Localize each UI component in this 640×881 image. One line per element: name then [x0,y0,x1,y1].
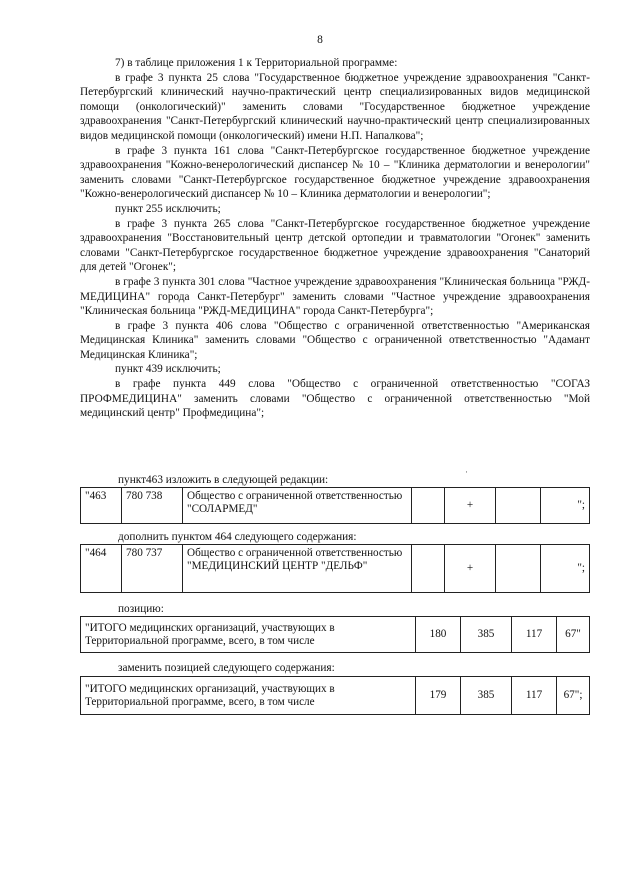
paragraph-item-406: в графе 3 пункта 406 слова "Общество с ограниченной ответственностью "Американская Медицинская Клиника" заменить словами "Общество с ограниченной ответственностью "Адамант Медицинская Клиника"; [80,319,590,361]
cell-total-label: "ИТОГО медицинских организаций, участвующих в Территориальной программе, всего, в том числе [81,677,416,715]
cell-value-2: 385 [461,677,512,715]
cell-value-1: 179 [416,677,461,715]
paragraph-item-255: пункт 255 исключить; [115,202,221,215]
cell-plus: + [445,545,496,593]
cell-number: "463 [81,488,122,524]
table-row [81,677,590,715]
paragraph-heading: 7) в таблице приложения 1 к Территориальной программе: [115,57,398,69]
paragraph-item-25: в графе 3 пункта 25 слова "Государственное бюджетное учреждение здравоохранения "Санкт-Петербургский клинический научно-практический центр специализированных видов медицинской помощи (онкологический)" заменить словами "Государственное бюджетное учреждение здравоохранения "Санкт-Петербургский клинический научно-практический центр специализированных видов медицинской помощи (онкологический) имени Н.П. Напалкова"; [80,71,590,142]
cell-col6 [496,488,541,524]
cell-organization: Общество с ограниченной ответственностью "МЕДИЦИНСКИЙ ЦЕНТР "ДЕЛЬФ" [183,545,412,593]
cell-value-3: 117 [512,617,557,653]
cell-value-4: 67"; [557,677,590,715]
cell-code: 780 738 [122,488,183,524]
table-row [81,545,590,593]
cell-code: 780 737 [122,545,183,593]
table-item-463 [80,487,590,524]
cell-col4 [412,545,445,593]
page-number: 8 [317,34,323,46]
table-position-new [80,676,590,715]
paragraph-item-161: в графе 3 пункта 161 слова "Санкт-Петербургское государственное бюджетное учреждение здравоохранения "Кожно-венерологический диспансер № 10 – "Клиника дерматологии и венерологии" заменить словами "Санкт-Петербургское государственное бюджетное учреждение здравоохранения "Кожно-венерологический диспансер № 10 – Клиника дерматологии и венерологии"; [80,144,590,201]
table-item-464 [80,544,590,593]
lead-replacement: заменить позицией следующего содержания: [118,662,335,674]
cell-value-4: 67" [557,617,590,653]
amendment-text [80,56,590,421]
cell-value-1: 180 [416,617,461,653]
cell-col6 [496,545,541,593]
table-position-old [80,616,590,653]
cell-col4 [412,488,445,524]
cell-number: "464 [81,545,122,593]
paragraph-item-449: в графе пункта 449 слова "Общество с ограниченной ответственностью "СОГАЗ ПРОФМЕДИЦИНА" заменить словами "Общество с ограниченной ответственностью "Мой медицинский центр" Профмедицина"; [80,378,590,420]
lead-position: позицию: [118,603,164,615]
cell-end: "; [541,488,590,524]
scan-speck: · [465,467,468,477]
cell-total-label: "ИТОГО медицинских организаций, участвующих в Территориальной программе, всего, в том числе [81,617,416,653]
table-row [81,617,590,653]
table-row [81,488,590,524]
cell-end: "; [541,545,590,593]
cell-organization: Общество с ограниченной ответственностью "СОЛАРМЕД" [183,488,412,524]
cell-plus: + [445,488,496,524]
paragraph-item-265: в графе 3 пункта 265 слова "Санкт-Петербургское государственное бюджетное учреждение здравоохранения "Восстановительный центр детской ортопедии и травматологии "Огонек" заменить словами "Санкт-Петербургское государственное бюджетное учреждение здравоохранения "Санаторий для детей "Огонек"; [80,217,590,274]
paragraph-item-301: в графе 3 пункта 301 слова "Частное учреждение здравоохранения "Клиническая больница "РЖД-МЕДИЦИНА" города Санкт-Петербург" заменить словами "Частное учреждение здравоохранения "Клиническая больница "РЖД-МЕДИЦИНА" города Санкт-Петербурга"; [80,275,590,318]
cell-value-3: 117 [512,677,557,715]
paragraph-item-439: пункт 439 исключить; [115,363,221,376]
cell-value-2: 385 [461,617,512,653]
lead-item-463: пункт463 изложить в следующей редакции: [118,474,329,486]
lead-item-464: дополнить пунктом 464 следующего содержания: [118,531,357,543]
